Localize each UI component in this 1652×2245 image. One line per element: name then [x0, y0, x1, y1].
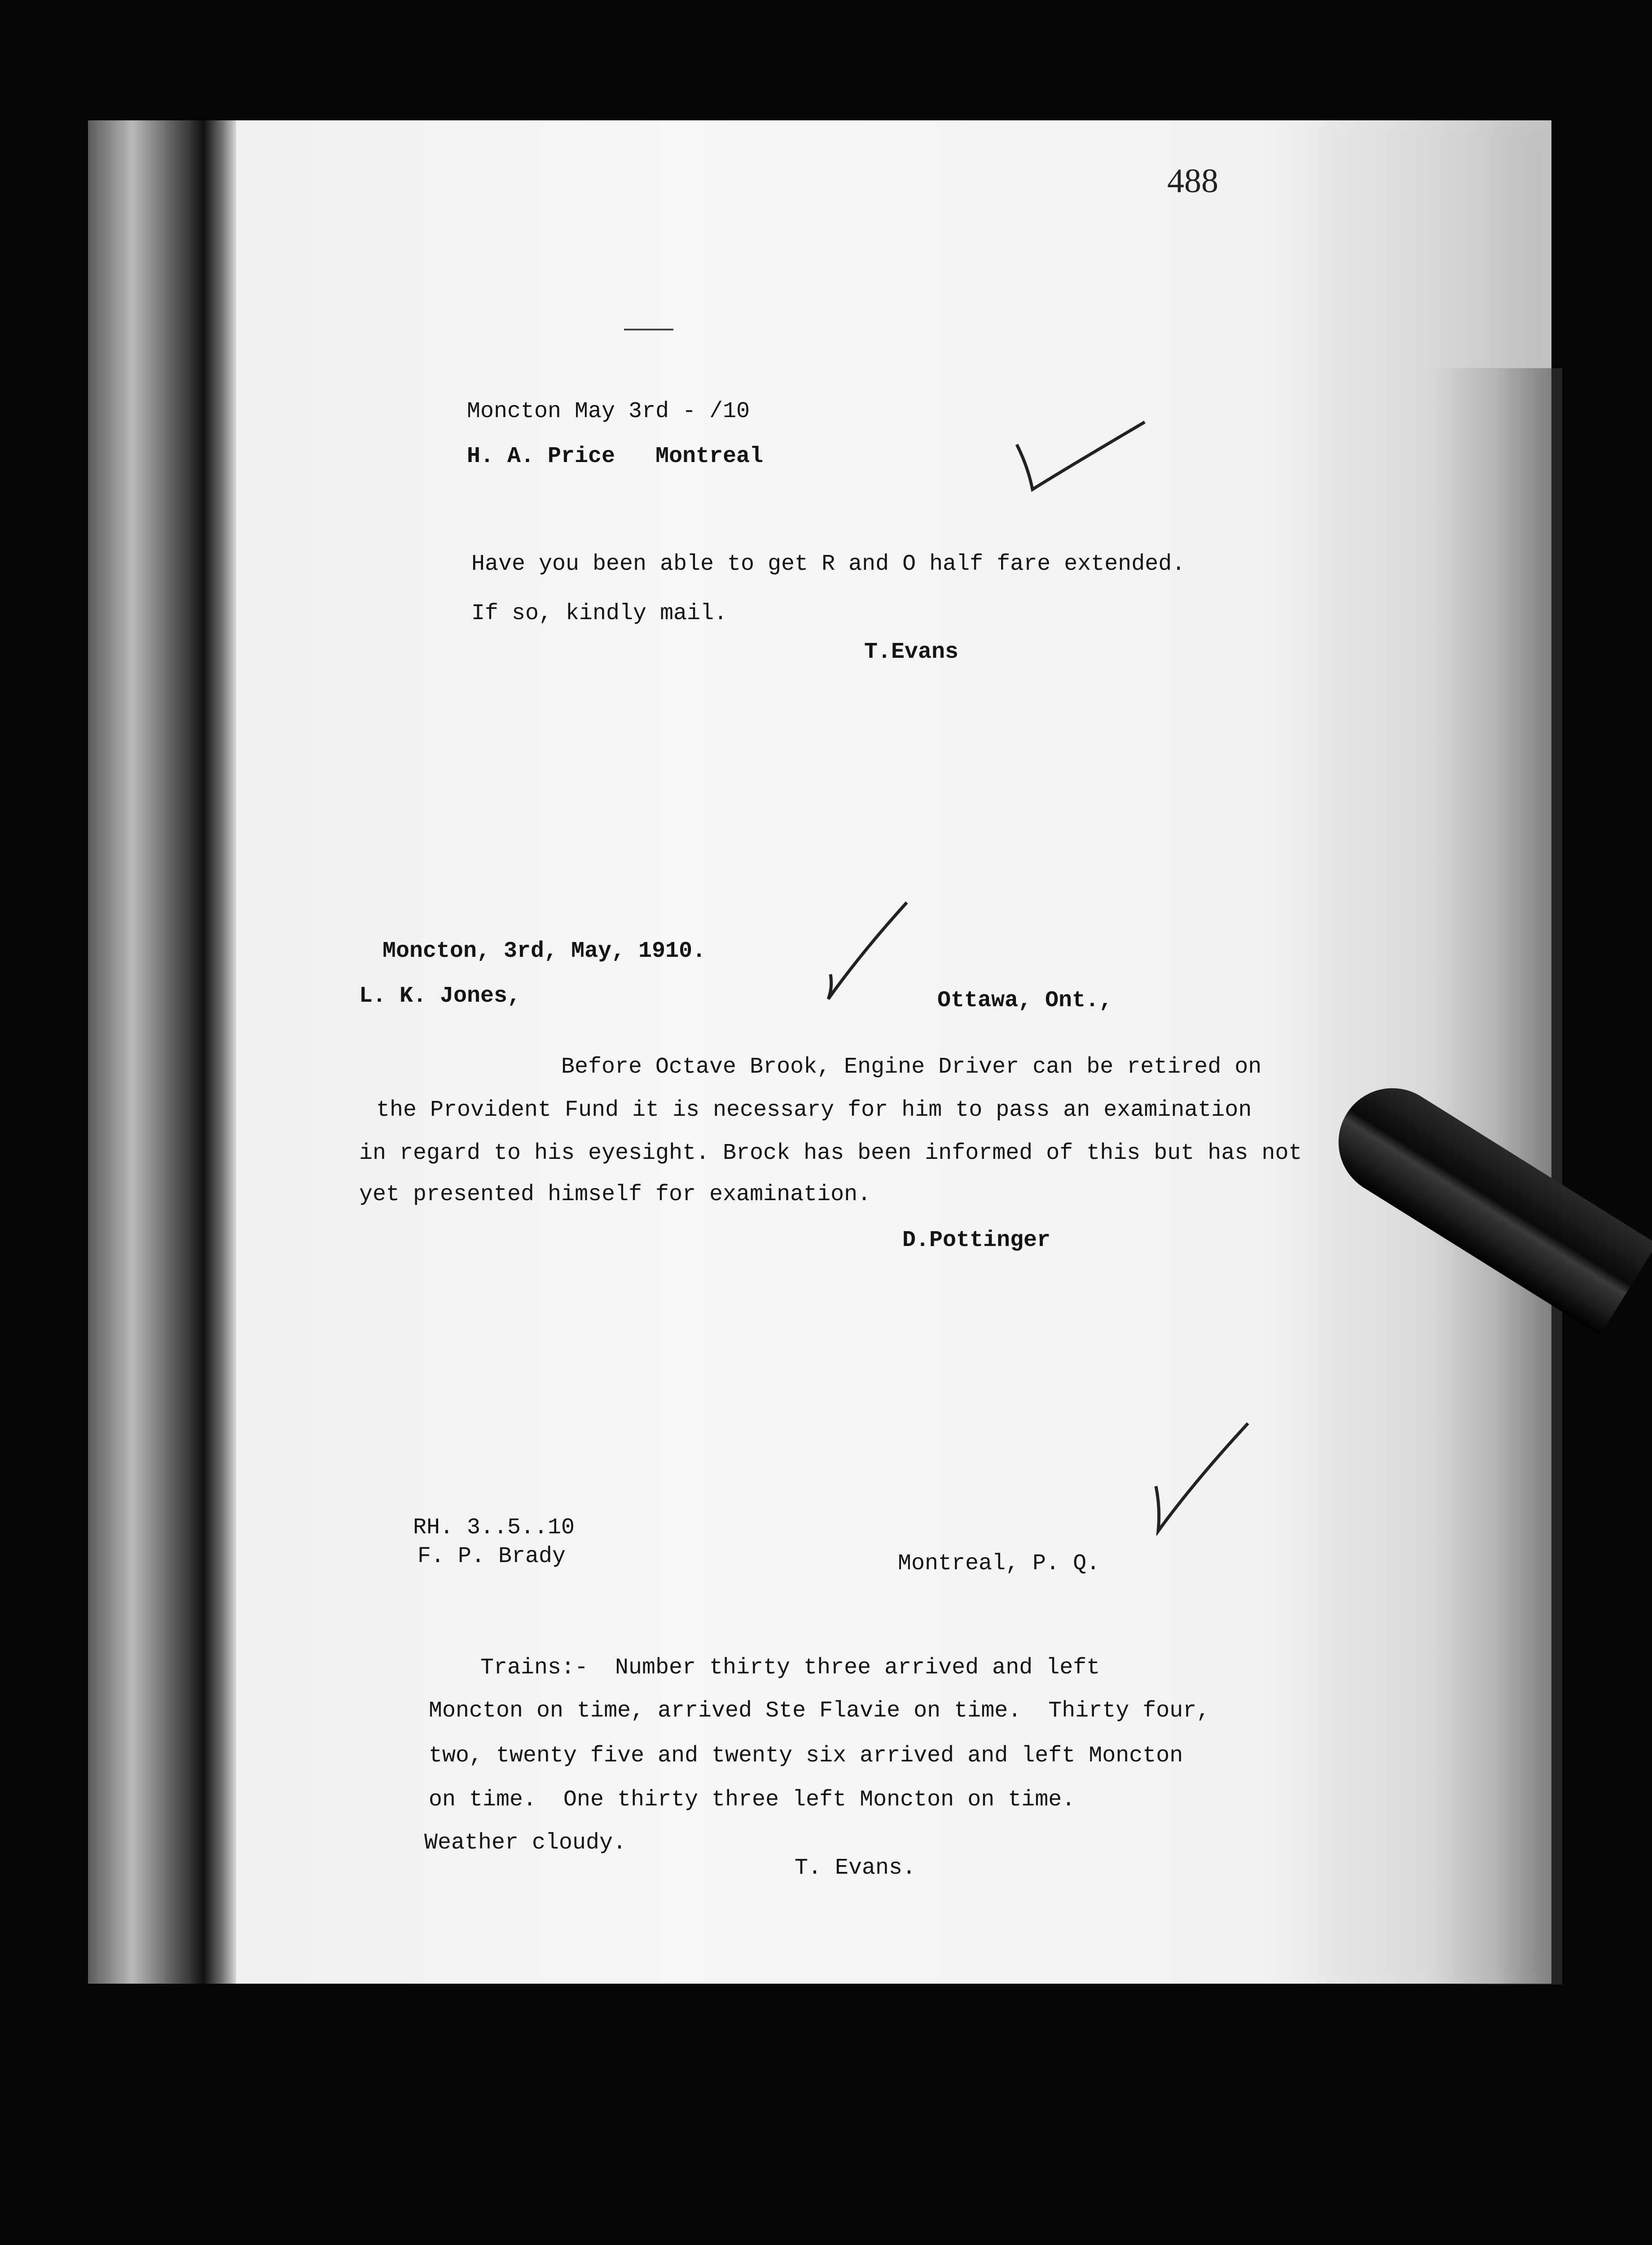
telegram2-body-line: Before Octave Brook, Engine Driver can be retired on: [561, 1054, 1262, 1080]
checkmark-icon: [1015, 418, 1149, 503]
telegram2-destination: Ottawa, Ont.,: [937, 988, 1113, 1013]
telegram1-addressee: H. A. Price Montreal: [467, 444, 764, 469]
checkmark-icon: [1149, 1419, 1252, 1536]
telegram2-addressee: L. K. Jones,: [359, 983, 521, 1009]
telegram1-body-line: Have you been able to get R and O half fare extended.: [471, 551, 1186, 577]
telegram3-destination: Montreal, P. Q.: [898, 1551, 1100, 1576]
telegram3-body-line: Moncton on time, arrived Ste Flavie on time. Thirty four,: [429, 1698, 1210, 1724]
telegram2-body-line: yet presented himself for examination.: [359, 1182, 871, 1207]
binding-edge: [88, 120, 236, 1984]
telegram3-addressee: F. P. Brady: [417, 1544, 566, 1569]
telegram1-date: Moncton May 3rd - /10: [467, 399, 750, 424]
short-rule: [624, 329, 673, 330]
checkmark-icon: [822, 898, 911, 1001]
telegram1-signature: T.Evans: [864, 639, 959, 665]
telegram1-body-line: If so, kindly mail.: [471, 601, 728, 626]
telegram2-date: Moncton, 3rd, May, 1910.: [382, 938, 706, 964]
telegram2-body-line: in regard to his eyesight. Brock has been informed of this but has not: [359, 1140, 1302, 1166]
telegram2-signature: D.Pottinger: [902, 1228, 1051, 1253]
telegram3-body-line: two, twenty five and twenty six arrived and left Moncton: [429, 1743, 1183, 1769]
telegram3-body-line: Weather cloudy.: [424, 1830, 627, 1856]
page-number: 488: [1167, 162, 1218, 200]
telegram3-signature: T. Evans.: [795, 1855, 916, 1881]
telegram3-ref: RH. 3..5..10: [413, 1515, 575, 1541]
telegram3-body-line: on time. One thirty three left Moncton on time.: [429, 1787, 1076, 1813]
telegram3-body-line: Trains:- Number thirty three arrived and left: [480, 1655, 1100, 1681]
telegram2-body-line: the Provident Fund it is necessary for him to pass an examination: [376, 1097, 1252, 1123]
